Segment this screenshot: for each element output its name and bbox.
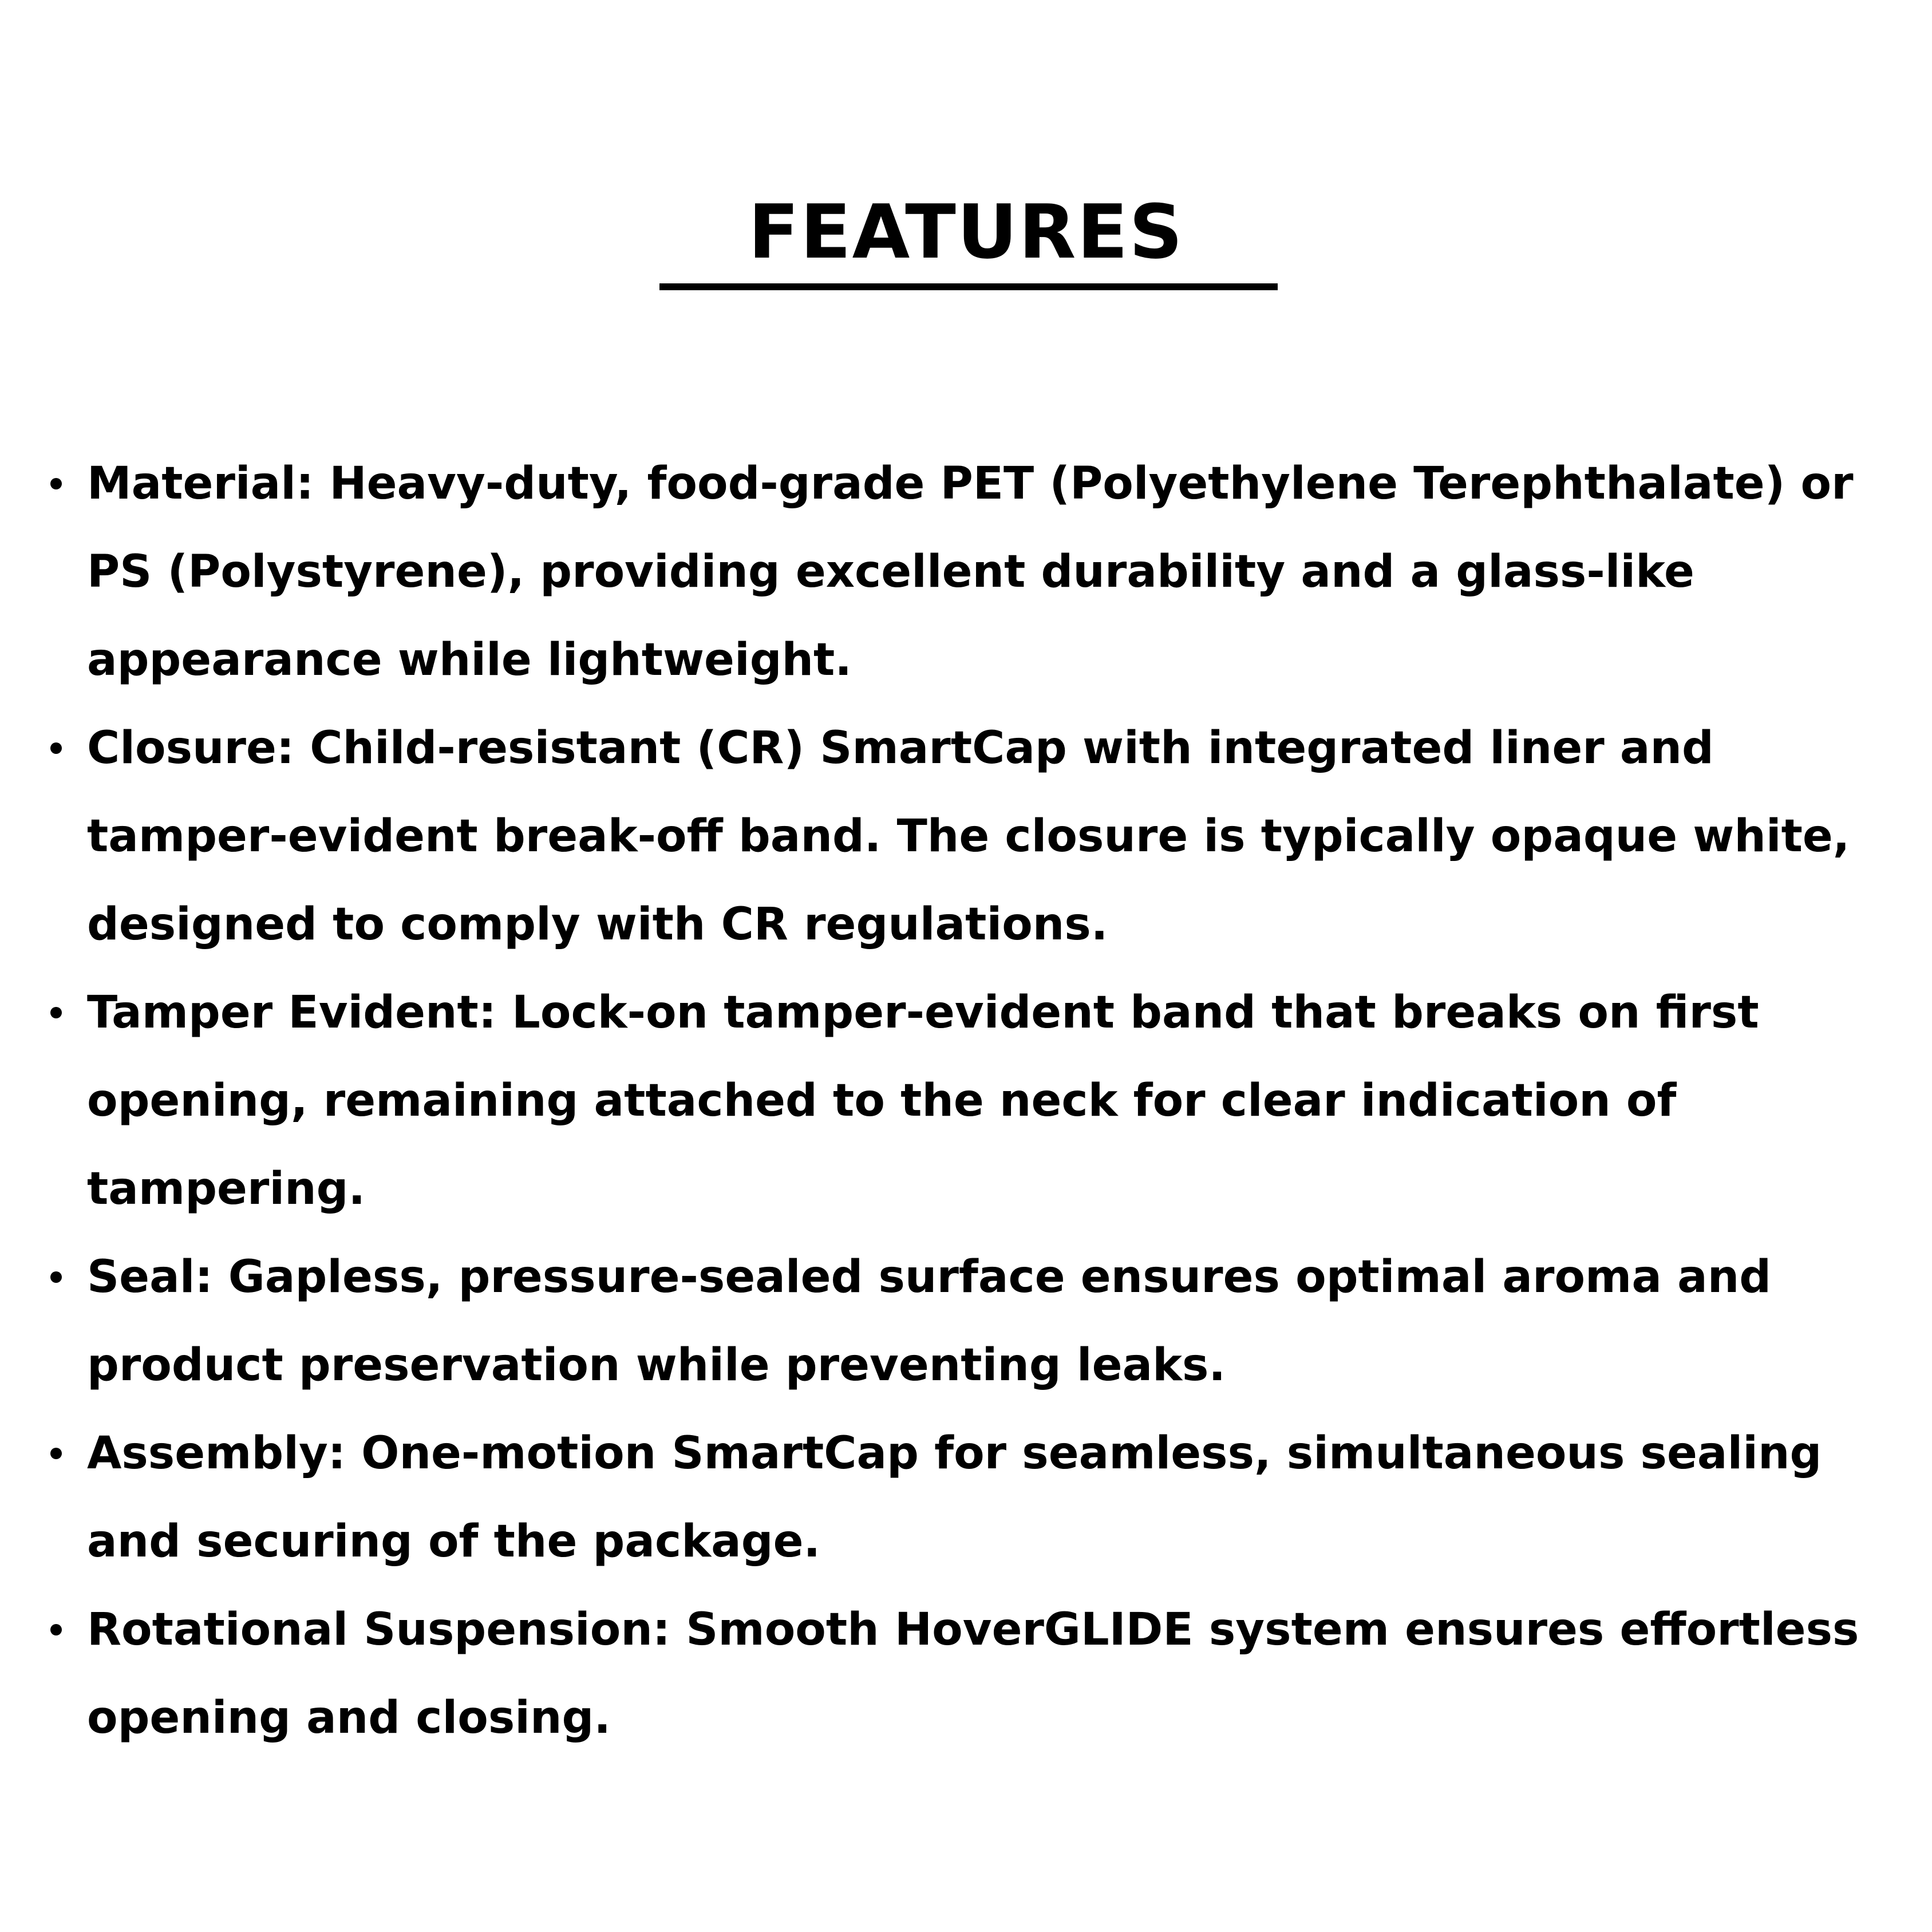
feature-item-tamper-evident bbox=[0, 969, 1932, 1233]
feature-line: tampering. bbox=[87, 1163, 366, 1215]
bullet-dot-icon bbox=[50, 1624, 62, 1635]
bullet-dot-icon bbox=[50, 1007, 62, 1018]
feature-line: Closure: Child-resistant (CR) SmartCap with integrated liner and bbox=[87, 722, 1714, 774]
feature-line: Material: Heavy-duty, food-grade PET (Polyethylene Terephthalate) or bbox=[87, 458, 1854, 509]
feature-line: Rotational Suspension: Smooth HoverGLIDE system ensures effortless bbox=[87, 1604, 1859, 1656]
bullet-dot-icon bbox=[50, 742, 62, 754]
feature-item-assembly bbox=[0, 1409, 1932, 1586]
feature-line: tamper-evident break-off band. The closure is typically opaque white, bbox=[87, 811, 1850, 862]
feature-item-seal bbox=[0, 1233, 1932, 1409]
feature-list bbox=[0, 440, 1932, 1762]
bullet-dot-icon bbox=[50, 478, 62, 489]
feature-line: product preservation while preventing leaks. bbox=[87, 1340, 1226, 1391]
feature-line: Assembly: One-motion SmartCap for seamless, simultaneous sealing bbox=[87, 1428, 1822, 1479]
title-underline bbox=[659, 283, 1278, 290]
feature-item-closure bbox=[0, 704, 1932, 969]
page-title: FEATURES bbox=[748, 188, 1184, 275]
feature-item-material bbox=[0, 440, 1932, 704]
feature-line: opening and closing. bbox=[87, 1692, 611, 1744]
feature-item-rotational-suspension bbox=[0, 1586, 1932, 1762]
feature-line: PS (Polystyrene), providing excellent durability and a glass-like bbox=[87, 546, 1694, 598]
feature-line: Seal: Gapless, pressure-sealed surface ensures optimal aroma and bbox=[87, 1251, 1772, 1303]
feature-line: Tamper Evident: Lock-on tamper-evident band that breaks on first bbox=[87, 987, 1759, 1038]
feature-line: and securing of the package. bbox=[87, 1516, 821, 1567]
feature-line: opening, remaining attached to the neck for clear indication of bbox=[87, 1075, 1677, 1127]
bullet-dot-icon bbox=[50, 1448, 62, 1459]
feature-line: designed to comply with CR regulations. bbox=[87, 899, 1108, 950]
bullet-dot-icon bbox=[50, 1271, 62, 1283]
feature-line: appearance while lightweight. bbox=[87, 634, 852, 686]
